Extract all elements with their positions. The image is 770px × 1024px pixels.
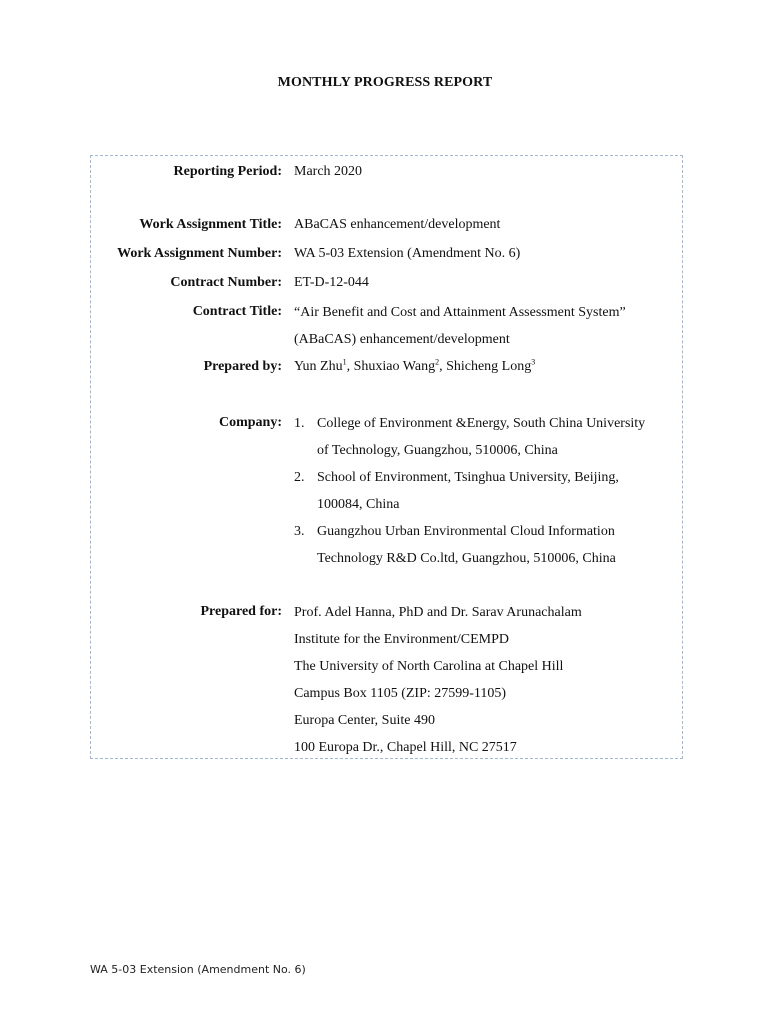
author-separator: , [439,359,447,374]
page-title: MONTHLY PROGRESS REPORT [277,75,493,90]
prepared-for-label: Prepared for: [200,604,282,619]
address-line: Institute for the Environment/CEMPD [294,632,510,647]
address-line: The University of North Carolina at Chapel Hill [294,659,564,674]
company-line: Guangzhou Urban Environmental Cloud Information [317,524,615,539]
prepared-by-label: Prepared by: [203,359,282,374]
author-name: Yun Zhu [294,359,343,374]
author-affiliation-number: 3 [531,357,536,367]
author-name: Shuxiao Wang [353,359,436,374]
address-line: Europa Center, Suite 490 [294,713,435,728]
contract-title-label: Contract Title: [192,304,282,319]
contract-title-line: “Air Benefit and Cost and Attainment Assessment System” [294,305,626,320]
contract-title-line: (ABaCAS) enhancement/development [294,332,510,347]
author-name: Shicheng Long [446,359,532,374]
author-affiliation-number: 2 [435,357,440,367]
work-assignment-number-label: Work Assignment Number: [117,246,282,261]
company-line: School of Environment, Tsinghua University, Beijing, [317,470,619,485]
list-number: 2. [294,470,305,485]
company-list [294,415,645,577]
page-footer: WA 5-03 Extension (Amendment No. 6) [90,963,306,976]
company-list-item [294,523,645,577]
company-label: Company: [218,415,282,430]
address-line: Prof. Adel Hanna, PhD and Dr. Sarav Arunachalam [294,605,582,620]
list-number: 1. [294,416,305,431]
address-line: 100 Europa Dr., Chapel Hill, NC 27517 [294,740,517,755]
reporting-period-value: March 2020 [294,164,363,179]
work-assignment-title-value: ABaCAS enhancement/development [294,217,501,232]
company-line: College of Environment &Energy, South China University [317,416,646,431]
company-line: of Technology, Guangzhou, 510006, China [317,443,558,458]
company-list-item [294,469,645,523]
work-assignment-title-label: Work Assignment Title: [139,217,282,232]
list-number: 3. [294,524,305,539]
company-list-item [294,415,645,469]
reporting-period-label: Reporting Period: [173,164,282,179]
contract-number-label: Contract Number: [170,275,282,290]
work-assignment-number-value: WA 5-03 Extension (Amendment No. 6) [294,246,521,261]
address-line: Campus Box 1105 (ZIP: 27599-1105) [294,686,507,701]
author-affiliation-number: 1 [342,357,347,367]
contract-number-value: ET-D-12-044 [294,275,369,290]
prepared-by-value [294,359,535,375]
contract-title-value [294,304,626,358]
prepared-for-value [294,604,582,766]
company-line: 100084, China [317,497,400,512]
author-separator: , [346,359,354,374]
company-line: Technology R&D Co.ltd, Guangzhou, 510006, China [317,551,616,566]
report-info-box [90,155,683,759]
